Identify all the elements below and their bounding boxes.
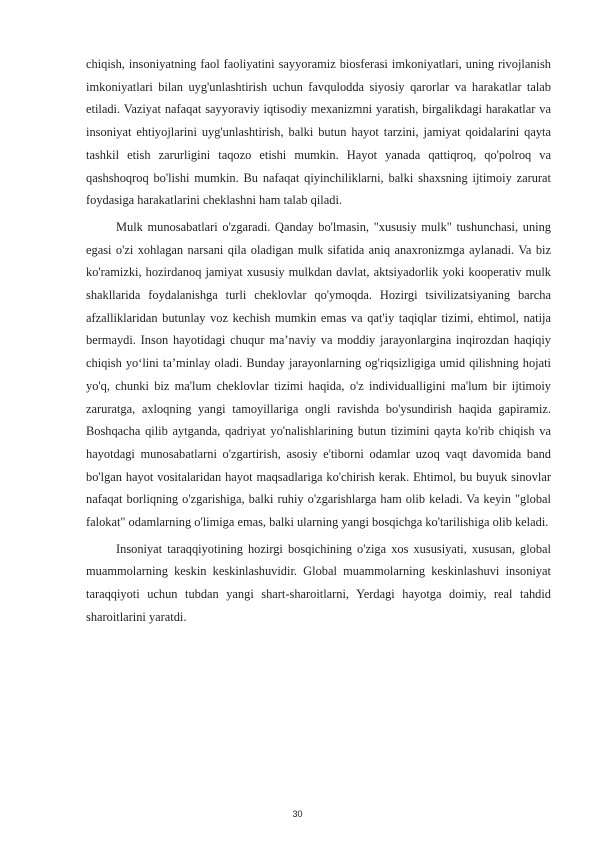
paragraph-property-relations: Mulk munosabatlari o'zgaradi. Qanday bo'lmasin, "xususiy mulk" tushunchasi, uning egasi o'zi xohlagan narsani qila oladigan mulk sifatida aniq anaxronizmga aylanadi. Va biz ko'ramizki, hozirdanoq jamiyat xususiy mulkdan davlat, aktsiyadorlik yoki kooperativ mulk shakllarida foydalanishga turli cheklovlar qo'ymoqda. Hozirgi tsivilizatsiyaning barcha afzalliklaridan butunlay voz kechish mumkin emas va qat'iy taqiqlar tizimi, ehtimol, natija bermaydi. Inson hayotidagi chuqur ma’naviy va moddiy jarayonlargina inqirozdan haqiqiy chiqish yo‘lini ta’minlay oladi. Bunday jarayonlarning og'riqsizligiga umid qilishning hojati yo'q, chunki biz ma'lum cheklovlar tizimi haqida, o'z individualligini ma'lum bir ijtimoiy zaruratga, axloqning yangi tamoyillariga ongli ravishda bo'ysundirish haqida gapiramiz. Boshqacha qilib aytganda, qadriyat yo'nalishlarining butun tizimini qayta ko'rib chiqish va hayotdagi munosabatlarni o'zgartirish, asosiy e'tiborni odamlar uzoq vaqt davomida band bo'lgan hayot vositalaridan hayot maqsadlariga ko'chirish kerak. Ehtimol, bu buyuk sinovlar nafaqat borliqning o'zgarishiga, balki ruhiy o'zgarishlarga ham olib keladi. Va keyin "global falokat" odamlarning o'limiga emas, balki ularning yangi bosqichga ko'tarilishiga olib keladi. xyxy=(86,219,551,530)
paragraph-global-problems: Insoniyat taraqqiyotining hozirgi bosqichining o'ziga xos xususiyati, xususan, global muammolarning keskin keskinlashuvidir. Global muammolarning keskinlashuvi insoniyat taraqqiyoti uchun tubdan yangi shart-sharoitlarni, Yerdagi hayotga doimiy, real tahdid sharoitlarini yaratdi. xyxy=(86,541,551,624)
page-number: 30 xyxy=(292,809,303,819)
paragraph-continued: chiqish, insoniyatning faol faoliyatini sayyoramiz biosferasi imkoniyatlari, uning rivojlanish imkoniyatlari bilan uyg'unlashtirish uchun favqulodda siyosiy qarorlar va harakatlar talab etiladi. Vaziyat nafaqat sayyoraviy iqtisodiy mexanizmni yaratish, birgalikdagi harakatlar va insoniyat ehtiyojlarini uyg'unlashtirish, balki butun hayot tarzini, jamiyat qoidalarini qayta tashkil etish zarurligini taqozo etishi mumkin. Hayot yanada qattiqroq, qo'polroq va qashshoqroq bo'lishi mumkin. Bu nafaqat qiyinchiliklarni, balki shaxsning ijtimoiy zarurat foydasiga harakatlarini cheklashni ham talab qiladi. xyxy=(86,57,551,208)
document-body xyxy=(86,53,551,633)
